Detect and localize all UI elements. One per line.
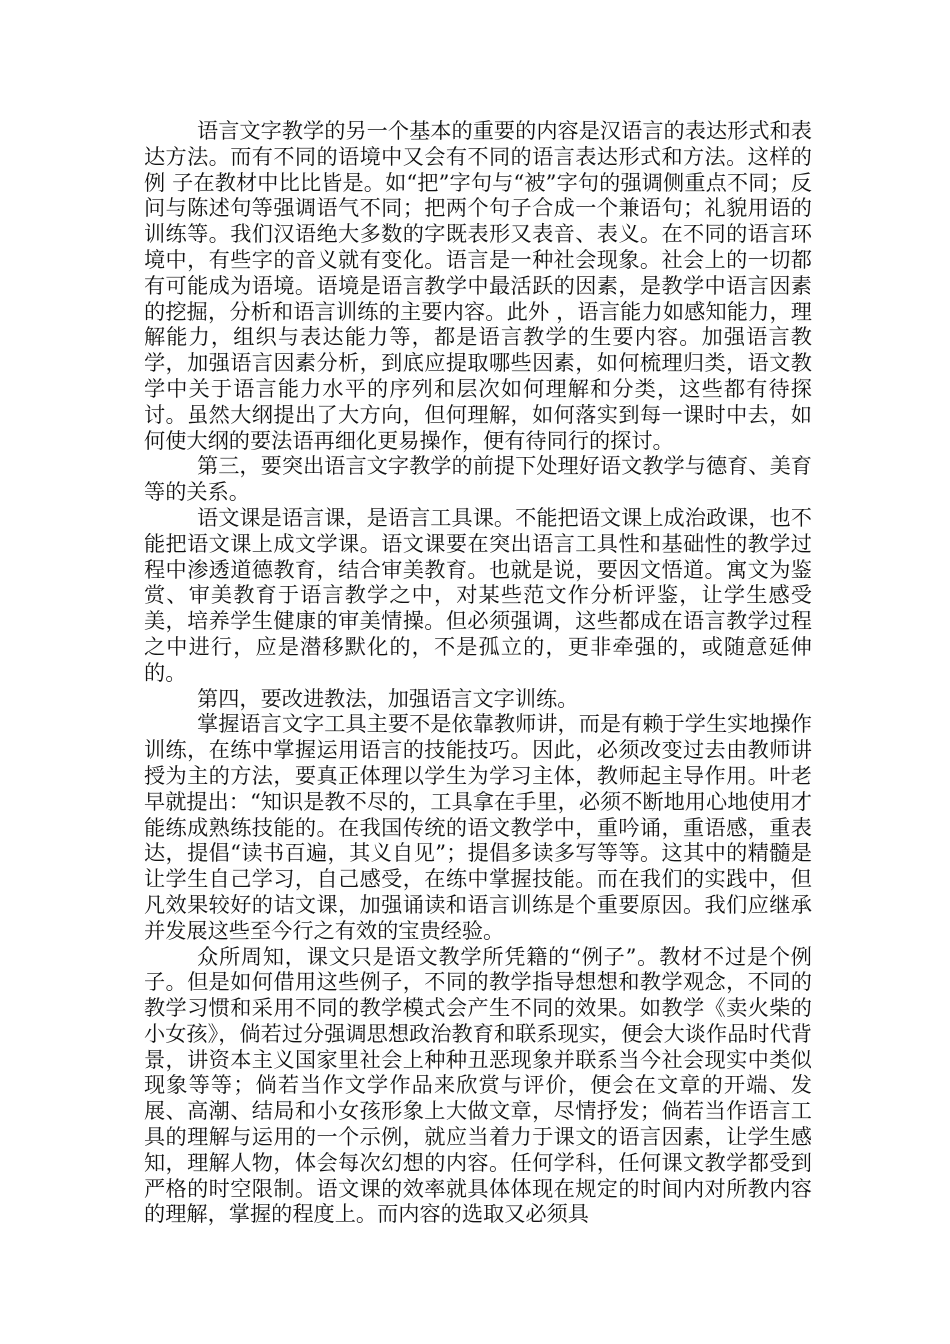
paragraph-heading-third: 第三，要突出语言文字教学的前提下处理好语文教学与德育、美育等的关系。 [144,453,812,505]
paragraph-textbook-example: 众所周知，课文只是语文教学所凭籍的“例子”。教材不过是个例子。但是如何借用这些例子，不同的教学指导想想和教学观念，不同的教学习惯和采用不同的教学模式会产生不同的效果。如教学《卖火柴的小女孩》，倘若过分强调思想政治教育和联系现实，便会大谈作品时代背景，讲资本主义国家里社会上种种丑恶现象并联系当今社会现实中类似现象等等；倘若当作文学作品来欣赏与评价，便会在文章的开端、发展、高潮、结局和小女孩形象上大做文章，尽情抒发；倘若当作语言工具的理解与运用的一个示例，就应当着力于课文的语言因素，让学生感知，理解人物，体会每次幻想的内容。任何学科，任何课文教学都受到严格的时空限制。语文课的效率就具体体现在规定的时间内对所教内容的理解，掌握的程度上。而内容的选取又必须具 [144,943,812,1227]
document-page [144,118,812,1227]
paragraph-moral-aesthetic: 语文课是语言课，是语言工具课。不能把语文课上成治政课，也不能把语文课上成文学课。语文课要在突出语言工具性和基础性的教学过程中渗透道德教育，结合审美教育。也就是说，要因文悟道。寓文为鉴赏、审美教育于语言教学之中，对某些范文作分析评鉴，让学生感受美，培养学生健康的审美情操。但必须强调，这些都成在语言教学过程之中进行，应是潜移默化的，不是孤立的，更非牵强的，或随意延伸的。 [144,504,812,685]
paragraph-heading-fourth: 第四，要改进教法，加强语言文字训练。 [197,685,579,711]
paragraph-training: 掌握语言文字工具主要不是依靠教师讲，而是有赖于学生实地操作训练，在练中掌握运用语言的技能技巧。因此，必须改变过去由教师讲授为主的方法，要真正体理以学生为学习主体，教师起主导作用。叶老早就提出：“知识是教不尽的，工具拿在手里，必须不断地用心地使用才能练成熟练技能的。在我国传统的语文教学中，重吟诵，重语感，重表达，提倡“读书百遍，其义自见”；提倡多读多写等等。这其中的精髓是让学生自己学习，自己感受，在练中掌握技能。而在我们的实践中，但凡效果较好的诘文课，加强诵读和语言训练是个重要原因。我们应继承并发展这些至今行之有效的宝贵经验。 [144,711,812,943]
paragraph-language-expression: 语言文字教学的另一个基本的重要的内容是汉语言的表达形式和表达方法。而有不同的语境中又会有不同的语言表达形式和方法。这样的例 子在教材中比比皆是。如“把”字句与“被”字句的强调侧重点不同；反问与陈述句等强调语气不同；把两个句子合成一个兼语句；礼貌用语的训练等。我们汉语绝大多数的字既表形又表音、表义。在不同的语言环境中，有些字的音义就有变化。语言是一种社会现象。社会上的一切都有可能成为语境。语境是语言教学中最活跃的因素，是教学中语言因素的挖掘，分析和语言训练的主要内容。此外 ，语言能力如感知能力，理解能力，组织与表达能力等，都是语言教学的生要内容。加强语言教学，加强语言因素分析，到底应提取哪些因素，如何梳理归类，语文教学中关于语言能力水平的序列和层次如何理解和分类，这些都有待探讨。虽然大纲提出了大方向，但何理解，如何落实到每一课时中去，如何使大纲的要法语再细化更易操作，便有待同行的探讨。 [144,118,812,453]
